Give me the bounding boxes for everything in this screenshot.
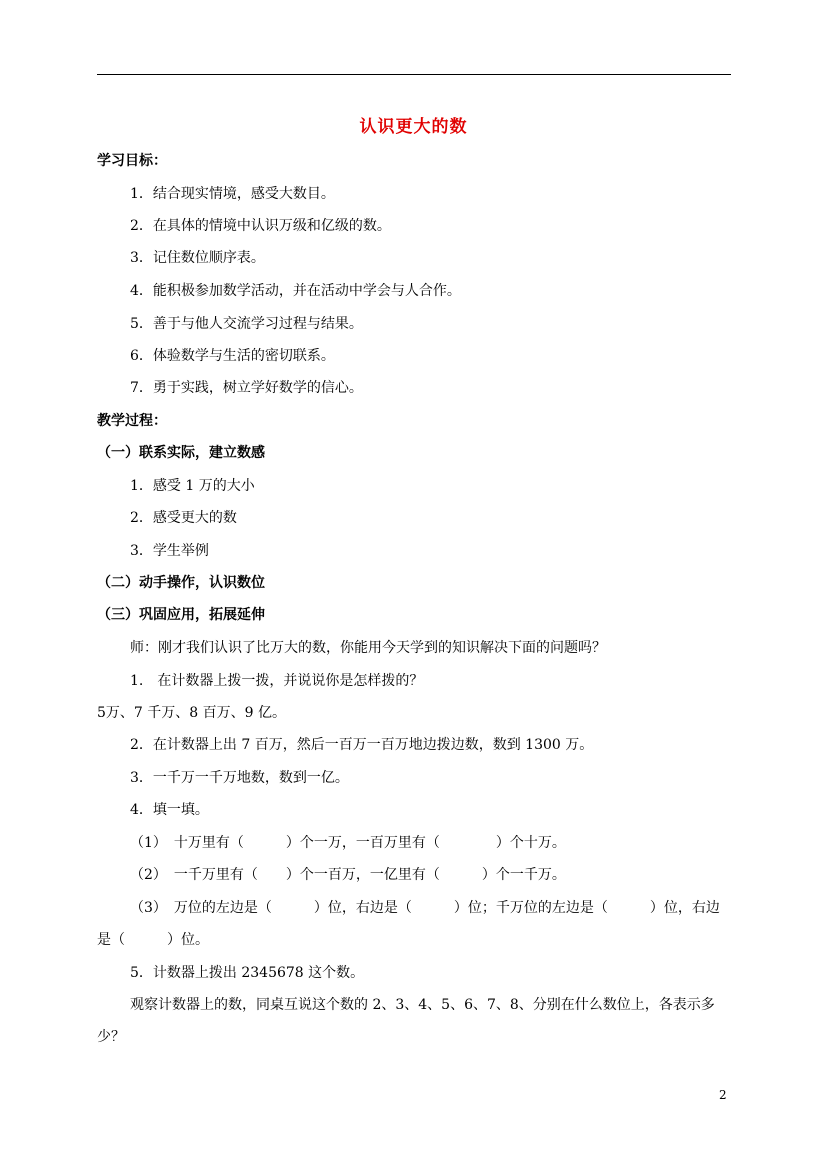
fill-blank-3-cont: 是（ ）位。 bbox=[97, 932, 209, 948]
header-rule bbox=[97, 74, 731, 75]
teacher-intro: 师：刚才我们认识了比万大的数，你能用今天学到的知识解决下面的问题吗？ bbox=[130, 640, 606, 656]
objective-item: 4．能积极参加数学活动，并在活动中学会与人合作。 bbox=[130, 283, 461, 299]
section-item: 3．学生举例 bbox=[130, 543, 209, 559]
document-title: 认识更大的数 bbox=[359, 117, 468, 137]
question-2: 2．在计数器上出 7 百万，然后一百万一百万地边拨边数，数到 1300 万。 bbox=[130, 737, 594, 753]
fill-blank-3: （3） 万位的左边是（ ）位，右边是（ ）位；千万位的左边是（ ）位，右边 bbox=[130, 900, 720, 916]
observe-task: 观察计数器上的数，同桌互说这个数的 2、3、4、5、6、7、8、分别在什么数位上，各表示多 bbox=[130, 997, 715, 1013]
question-4: 4．填一填。 bbox=[130, 802, 209, 818]
objective-item: 7．勇于实践，树立学好数学的信心。 bbox=[130, 380, 363, 396]
objective-item: 2．在具体的情境中认识万级和亿级的数。 bbox=[130, 218, 391, 234]
objective-item: 5．善于与他人交流学习过程与结果。 bbox=[130, 316, 363, 332]
process-heading: 教学过程： bbox=[97, 413, 167, 429]
objective-item: 1．结合现实情境，感受大数目。 bbox=[130, 186, 335, 202]
question-3: 3．一千万一千万地数，数到一亿。 bbox=[130, 770, 349, 786]
section-heading: （一）联系实际，建立数感 bbox=[97, 445, 265, 461]
objectives-heading: 学习目标： bbox=[97, 153, 167, 169]
question-5: 5．计数器上拨出 2345678 这个数。 bbox=[130, 965, 365, 981]
section-item: 1．感受 1 万的大小 bbox=[130, 478, 255, 494]
objective-item: 6．体验数学与生活的密切联系。 bbox=[130, 348, 335, 364]
page-number: 2 bbox=[719, 1088, 727, 1102]
section-heading: （二）动手操作，认识数位 bbox=[97, 575, 265, 591]
question-1-values: 5万、7 千万、8 百万、9 亿。 bbox=[97, 705, 286, 721]
section-heading: （三）巩固应用，拓展延伸 bbox=[97, 607, 265, 623]
fill-blank-2: （2） 一千万里有（ ）个一百万，一亿里有（ ）个一千万。 bbox=[130, 867, 566, 883]
objective-item: 3．记住数位顺序表。 bbox=[130, 250, 265, 266]
observe-task-cont: 少？ bbox=[97, 1029, 125, 1045]
section-item: 2．感受更大的数 bbox=[130, 510, 237, 526]
question-1: 1. 在计数器上拨一拨，并说说你是怎样拨的？ bbox=[130, 673, 424, 689]
fill-blank-1: （1） 十万里有（ ）个一万，一百万里有（ ）个十万。 bbox=[130, 835, 566, 851]
